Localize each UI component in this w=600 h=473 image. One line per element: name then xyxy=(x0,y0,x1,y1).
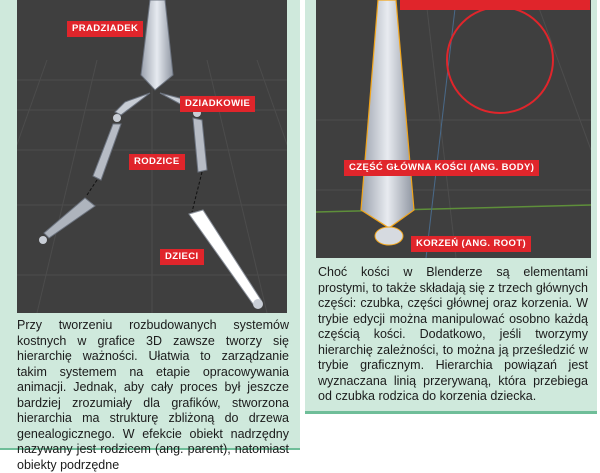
label-rodzice: RODZICE xyxy=(129,154,185,170)
transform-circle xyxy=(447,7,553,113)
bone-body xyxy=(361,0,414,228)
joint xyxy=(39,236,47,244)
dziadek-bone-left xyxy=(115,93,150,115)
dziecko-bone-left xyxy=(44,198,95,238)
rodzic-bone-right xyxy=(193,118,207,172)
label-pradziadek: PRADZIADEK xyxy=(67,21,143,37)
rodzic-bone-left xyxy=(93,124,121,180)
x-axis-line xyxy=(316,205,591,212)
label-tip xyxy=(400,0,590,10)
grid-floor xyxy=(316,0,591,258)
joint xyxy=(113,114,121,122)
label-root: KORZEŃ (ANG. ROOT) xyxy=(411,236,531,252)
bone-parts-viewport xyxy=(316,0,591,258)
left-caption: Przy tworzeniu rozbudowanych systemów kostnych w grafice 3D zawsze tworzy się hierarchię ważności. Ułatwia to zarządzanie takim systemem na etapie opracowywania animacji. Jednak, aby cały proces był jeszcze bardziej zrozumiały dla grafików, stworzona hierarchia ma strukturę zbliżoną do drzewa genealogicznego. W efekcie obiekt nadrzędny nazywany jest rodzicem (ang. parent), natomiast obiekty podrzędne xyxy=(17,318,289,472)
label-dziadkowie: DZIADKOWIE xyxy=(180,96,255,112)
right-caption: Choć kości w Blenderze są elementami prostymi, to także składają się z trzech głównych części: czubka, części głównej oraz korzenia. W trybie edycji można manipulować osobno każdą częścią kości. Dodatkowo, jeśli tworzymy hierarchię zależności, to można ją prześledzić w trybie graficznym. Hierarchia powiązań jest wyznaczana linią przerywaną, która przebiega od czubka rodzica do korzenia dziecka. xyxy=(318,265,588,403)
dashed-link xyxy=(87,180,97,195)
bone-root xyxy=(375,227,403,245)
joint xyxy=(253,299,263,309)
bottom-rule xyxy=(305,411,597,414)
dashed-link xyxy=(192,172,202,212)
bone-hierarchy-viewport xyxy=(17,0,287,313)
bone-render xyxy=(316,0,591,258)
label-dzieci: DZIECI xyxy=(160,249,204,265)
label-body: CZĘŚĆ GŁÓWNA KOŚCI (ANG. BODY) xyxy=(344,160,539,176)
pradziadek-bone xyxy=(141,0,173,90)
